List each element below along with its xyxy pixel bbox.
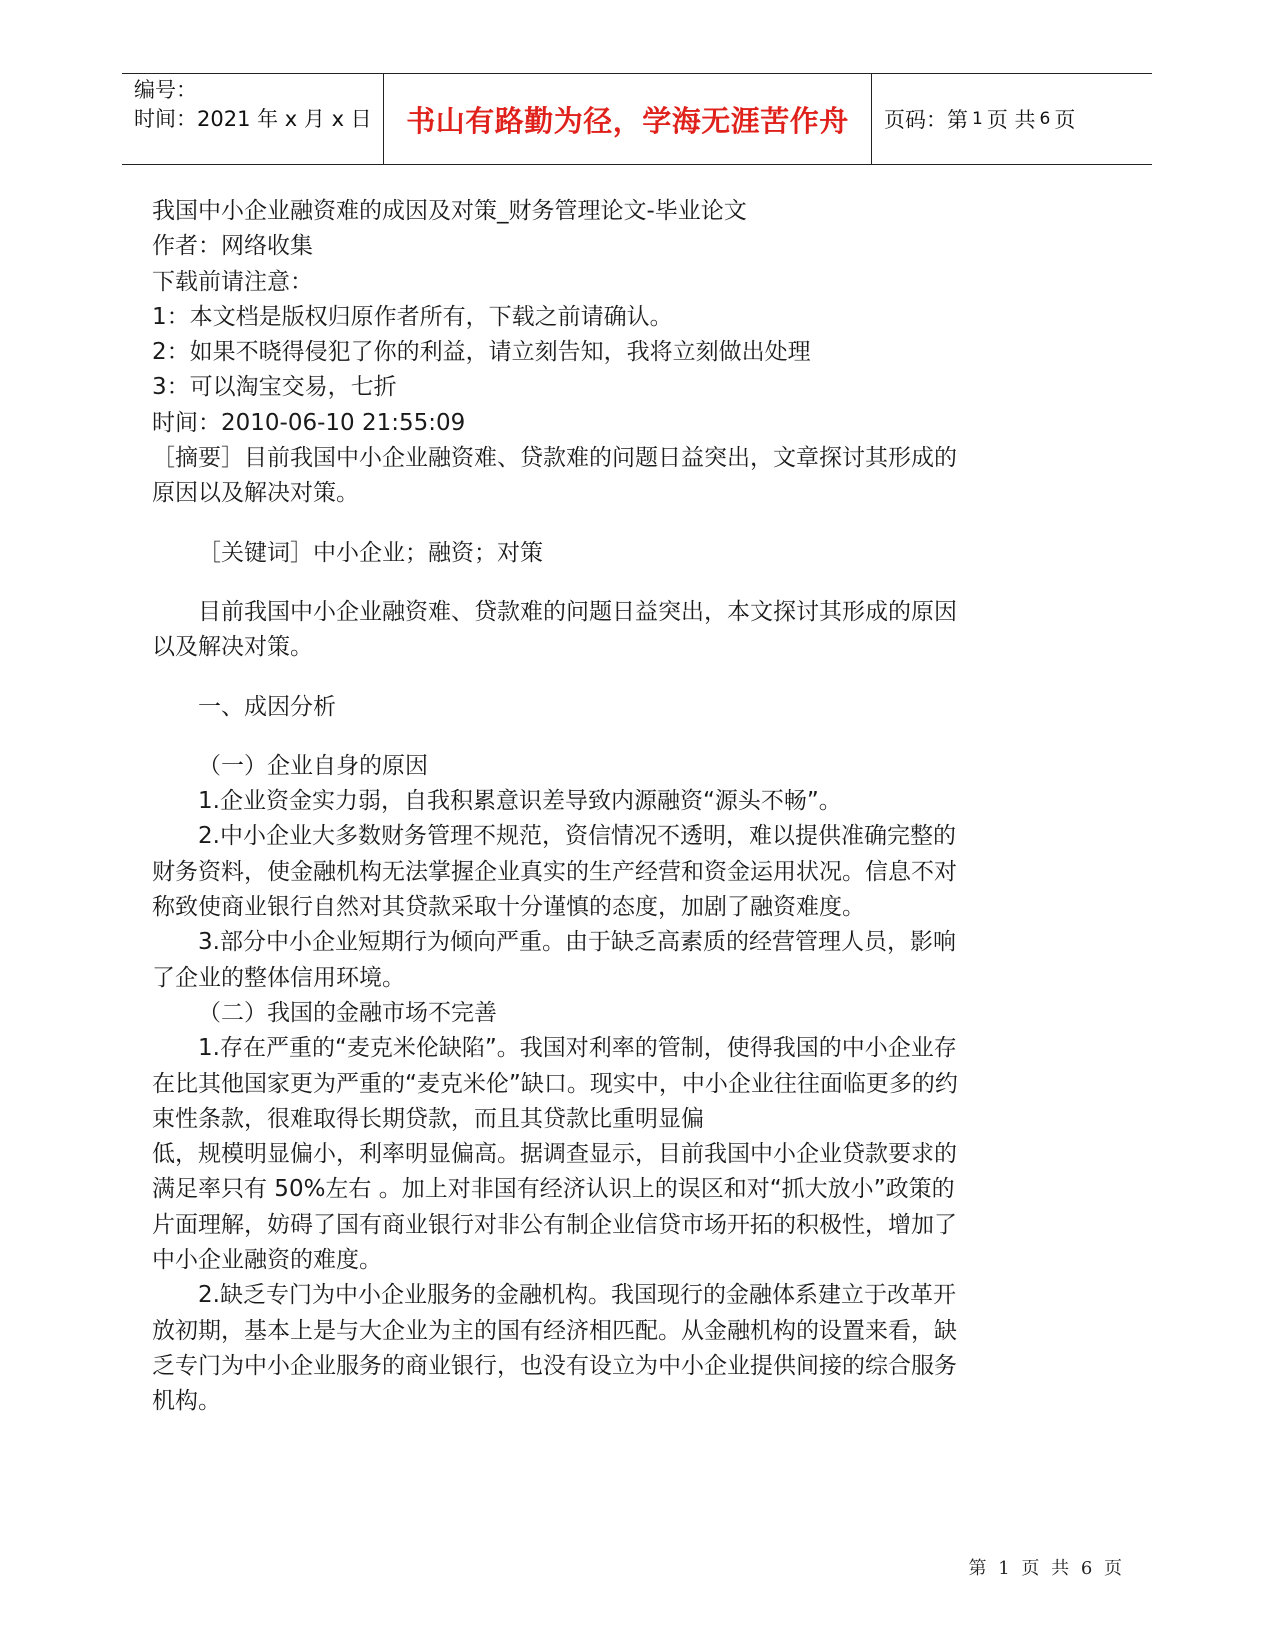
time-label: 时间：2021 年 x 月 x 日 <box>134 107 372 131</box>
number-label: 编号： <box>134 78 197 102</box>
body-paragraph: 2.缺乏专门为中小企业服务的金融机构。我国现行的金融体系建立于改革开放初期，基本上是与大企业为主的国有经济相匹配。从金融机构的设置来看，缺乏专门为中小企业服务的商业银行，也没有设立为中小企业提供间接的综合服务机构。 <box>152 1282 957 1415</box>
abstract-paragraph: ［摘要］目前我国中小企业融资难、贷款难的问题日益突出，文章探讨其形成的原因以及解决对策。 <box>152 445 957 507</box>
page-label-mid: 页 共 <box>986 108 1036 132</box>
header-motto-cell <box>384 74 872 164</box>
document-body <box>152 194 964 1420</box>
section-heading: 一、成因分析 <box>198 693 336 720</box>
body-paragraph: 1.企业资金实力弱，自我积累意识差导致内源融资“源头不畅”。 <box>198 788 842 815</box>
body-paragraph: 3.部分中小企业短期行为倾向严重。由于缺乏高素质的经营管理人员，影响了企业的整体信用环境。 <box>152 929 956 991</box>
document-title: 我国中小企业融资难的成因及对策_财务管理论文-毕业论文 <box>152 198 747 224</box>
document-header <box>122 73 1152 165</box>
time-line: 时间：2010-06-10 21:55:09 <box>152 409 466 436</box>
header-meta-cell <box>122 74 384 164</box>
author-line: 作者：网络收集 <box>152 233 313 260</box>
note-2: 2：如果不晓得侵犯了你的利益，请立刻告知，我将立刻做出处理 <box>152 339 811 366</box>
note-3: 3：可以淘宝交易，七折 <box>152 374 397 401</box>
motto-text: 书山有路勤为径，学海无涯苦作舟 <box>406 103 849 138</box>
page-label-suffix: 页 <box>1054 108 1076 132</box>
body-paragraph: 2.中小企业大多数财务管理不规范，资信情况不透明，难以提供准确完整的财务资料，使金融机构无法掌握企业真实的生产经营和资金运用状况。信息不对称致使商业银行自然对其贷款采取十分谨慎的态度，加剧了融资难度。 <box>152 823 957 921</box>
note-1: 1：本文档是版权归原作者所有，下载之前请确认。 <box>152 303 673 330</box>
notice-line: 下载前请注意： <box>152 268 313 295</box>
header-page-cell <box>872 74 1152 164</box>
page-total: 6 <box>1039 109 1051 129</box>
subsection-heading: （二）我国的金融市场不完善 <box>198 999 497 1026</box>
intro-paragraph: 目前我国中小企业融资难、贷款难的问题日益突出，本文探讨其形成的原因以及解决对策。 <box>152 598 957 661</box>
page-footer: 第 1 页 共 6 页 <box>968 1558 1125 1579</box>
page-current: 1 <box>972 109 983 129</box>
page-label-prefix: 页码：第 <box>884 108 968 132</box>
body-paragraph-continued: 低，规模明显偏小，利率明显偏高。据调查显示，目前我国中小企业贷款要求的满足率只有 50%左右 。加上对非国有经济认识上的误区和对“抓大放小”政策的片面理解，妨碍了国有商业银行对非公有制企业信贷市场开拓的积极性，增加了中小企业融资的难度。 <box>152 1141 957 1274</box>
keywords-paragraph: ［关键词］中小企业；融资；对策 <box>198 539 543 566</box>
subsection-heading: （一）企业自身的原因 <box>198 752 428 779</box>
body-paragraph: 1.存在严重的“麦克米伦缺陷”。我国对利率的管制，使得我国的中小企业存在比其他国家更为严重的“麦克米伦”缺口。现实中，中小企业往往面临更多的约束性条款，很难取得长期贷款，而且其贷款比重明显偏 <box>152 1035 958 1132</box>
